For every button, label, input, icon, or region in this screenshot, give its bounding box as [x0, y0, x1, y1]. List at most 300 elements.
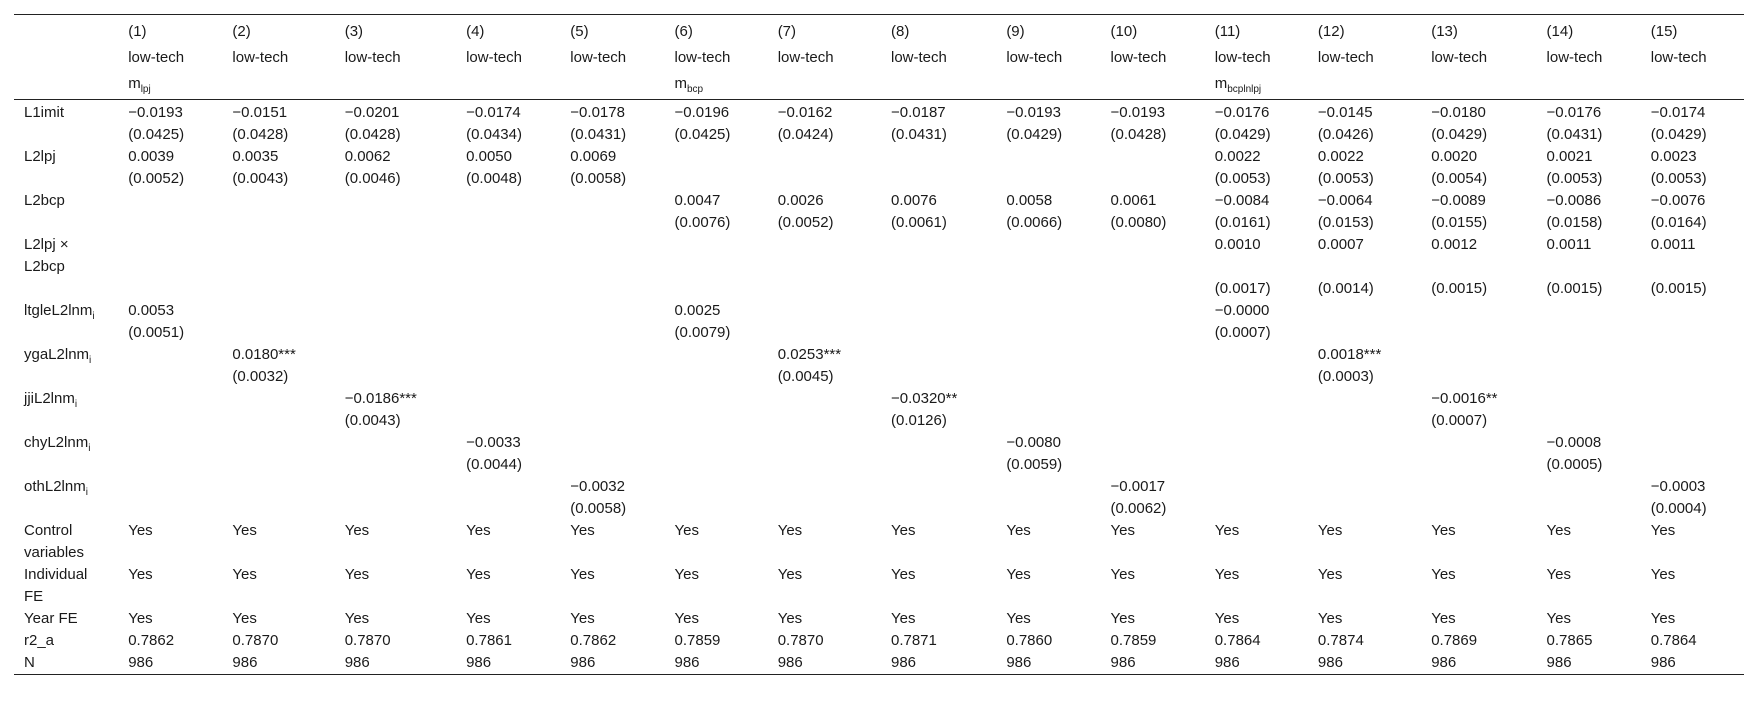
standard-error-cell: (0.0032) [232, 367, 289, 385]
column-number: (9) [996, 15, 1100, 44]
standard-error-cell: (0.0431) [890, 125, 947, 143]
standard-error-cell: (0.0161) [1214, 213, 1271, 231]
standard-error-cell [996, 278, 1100, 300]
footer-cell: 0.7862 [570, 631, 617, 649]
footer-cell: Yes [344, 521, 370, 539]
standard-error-cell [118, 454, 222, 476]
coefficient-cell [768, 300, 881, 322]
standard-error-cell [768, 168, 881, 190]
row-label [14, 388, 118, 410]
coefficient-cell: 0.0058 [1006, 191, 1053, 209]
coefficient-cell [1537, 300, 1641, 322]
sample-label: low-tech [1431, 49, 1488, 66]
coefficient-cell [222, 476, 334, 498]
standard-error-cell: (0.0158) [1546, 213, 1603, 231]
footer-cell: Yes [674, 565, 699, 583]
standard-error-cell: (0.0424) [777, 125, 834, 143]
standard-error-cell [118, 212, 222, 234]
standard-error-cell [560, 366, 664, 388]
standard-error-cell: (0.0043) [232, 169, 289, 187]
coefficient-cell: −0.0064 [1317, 191, 1373, 209]
coefficient-cell: −0.0084 [1214, 191, 1270, 209]
coefficient-cell [665, 476, 768, 498]
footer-cell: 0.7869 [1431, 631, 1478, 649]
coefficient-cell [222, 234, 334, 278]
standard-error-cell [665, 498, 768, 520]
coefficient-cell [335, 300, 456, 322]
footer-cell: 986 [560, 652, 664, 675]
row-label [14, 344, 118, 366]
row-label-empty [14, 322, 118, 344]
standard-error-cell: (0.0048) [466, 169, 522, 187]
row-label-empty [14, 366, 118, 388]
sample-label: low-tech [570, 49, 627, 66]
footer-cell: Yes [1317, 565, 1343, 583]
coefficient-row-oth [14, 476, 1744, 498]
standard-error-cell: (0.0431) [570, 125, 627, 143]
coefficient-cell [768, 146, 881, 168]
coefficient-cell [560, 190, 664, 212]
standard-error-cell [996, 498, 1100, 520]
standard-error-cell [456, 212, 560, 234]
standard-error-cell [1205, 366, 1308, 388]
standard-error-cell [222, 498, 334, 520]
sample-label: low-tech [777, 49, 834, 66]
standard-error-cell [665, 366, 768, 388]
standard-error-cell: (0.0015) [1431, 279, 1488, 297]
standard-error-cell: (0.0429) [1006, 125, 1063, 143]
coefficient-cell [1641, 432, 1744, 454]
standard-error-cell [996, 366, 1100, 388]
coefficient-cell: −0.0193 [1006, 103, 1061, 121]
footer-cell: 986 [335, 652, 456, 675]
footer-cell: 0.7859 [674, 631, 721, 649]
standard-error-cell [456, 498, 560, 520]
standard-error-row-ltgle [14, 322, 1744, 344]
coefficient-cell [1308, 476, 1421, 498]
standard-error-cell: (0.0426) [1317, 125, 1374, 143]
coefficient-cell [456, 300, 560, 322]
standard-error-cell [881, 454, 996, 476]
footer-cell: 986 [1205, 652, 1308, 675]
standard-error-cell: (0.0153) [1317, 213, 1374, 231]
coefficient-cell [996, 146, 1100, 168]
standard-error-row-jji [14, 410, 1744, 432]
standard-error-cell [881, 498, 996, 520]
standard-error-cell: (0.0052) [777, 213, 834, 231]
coefficient-cell: 0.0039 [128, 147, 175, 165]
standard-error-cell [881, 168, 996, 190]
header-dependent-variable [14, 71, 1744, 99]
footer-cell: Yes [1317, 609, 1343, 627]
coefficient-cell: 0.0069 [570, 147, 617, 165]
footer-cell: Yes [128, 565, 153, 583]
standard-error-cell: (0.0431) [1546, 125, 1603, 143]
footer-cell: Yes [1110, 565, 1135, 583]
footer-cell: 986 [1641, 652, 1744, 675]
coefficient-cell: 0.0062 [344, 147, 391, 165]
standard-error-cell [665, 454, 768, 476]
row-label-empty [14, 124, 118, 146]
coefficient-cell [118, 190, 222, 212]
footer-cell: Yes [1546, 521, 1572, 539]
coefficient-cell: −0.0076 [1650, 191, 1706, 209]
standard-error-cell [996, 168, 1100, 190]
coefficient-cell [456, 190, 560, 212]
row-label-line: L2bcp [24, 257, 65, 275]
coefficient-cell: −0.0000 [1214, 301, 1270, 319]
footer-cell: Yes [344, 565, 370, 583]
sample-label: low-tech [1546, 49, 1603, 66]
coefficient-cell: −0.0003 [1650, 477, 1706, 495]
coefficient-cell: 0.0061 [1110, 191, 1157, 209]
standard-error-cell [1308, 322, 1421, 344]
standard-error-cell: (0.0053) [1650, 169, 1707, 187]
standard-error-cell: (0.0054) [1431, 169, 1488, 187]
standard-error-cell: (0.0003) [1317, 367, 1374, 385]
coefficient-cell: −0.0193 [1110, 103, 1166, 121]
sample-label: low-tech [232, 49, 289, 66]
spacer-cell [14, 0, 1744, 15]
row-label: L2lpj [24, 147, 56, 165]
standard-error-cell: (0.0015) [1546, 279, 1603, 297]
standard-error-cell: (0.0053) [1546, 169, 1603, 187]
coefficient-cell [1205, 344, 1308, 366]
coefficient-cell [1537, 476, 1641, 498]
dependent-variable [1101, 71, 1205, 99]
standard-error-cell [456, 366, 560, 388]
coefficient-cell [996, 388, 1100, 410]
row-label-empty [14, 278, 118, 300]
coefficient-cell: 0.0021 [1546, 147, 1593, 165]
standard-error-cell: (0.0062) [1110, 499, 1167, 517]
footer-cell: Yes [1546, 609, 1572, 627]
standard-error-cell [1101, 322, 1205, 344]
coefficient-cell [1537, 388, 1641, 410]
standard-error-row-chy [14, 454, 1744, 476]
coefficient-cell [560, 300, 664, 322]
standard-error-cell: (0.0058) [570, 499, 627, 517]
coefficient-cell [996, 300, 1100, 322]
coefficient-cell [118, 432, 222, 454]
standard-error-cell [1537, 366, 1641, 388]
coefficient-cell [560, 344, 664, 366]
sample-label: low-tech [1006, 49, 1063, 66]
footer-cell: Yes [232, 565, 257, 583]
footer-cell: 0.7871 [890, 631, 937, 649]
dependent-variable [1308, 71, 1421, 99]
footer-cell: 986 [768, 652, 881, 675]
standard-error-cell [1421, 498, 1536, 520]
standard-error-cell [560, 212, 664, 234]
standard-error-cell [768, 454, 881, 476]
coefficient-cell: 0.0018*** [1317, 345, 1382, 363]
coefficient-row-inter [14, 234, 1744, 278]
coefficient-cell: −0.0196 [674, 103, 730, 121]
standard-error-cell: (0.0007) [1214, 323, 1271, 341]
coefficient-cell [1421, 344, 1536, 366]
footer-cell: 0.7864 [1214, 631, 1261, 649]
standard-error-cell: (0.0428) [1110, 125, 1167, 143]
coefficient-cell [1641, 388, 1744, 410]
column-number: (4) [456, 15, 560, 44]
coefficient-cell [560, 388, 664, 410]
standard-error-cell [456, 410, 560, 432]
coefficient-cell [335, 476, 456, 498]
coefficient-cell [1641, 344, 1744, 366]
standard-error-cell [1421, 322, 1536, 344]
standard-error-cell: (0.0044) [466, 455, 522, 473]
row-label-empty [14, 454, 118, 476]
coefficient-cell: −0.0178 [570, 103, 625, 121]
standard-error-cell [335, 498, 456, 520]
footer-cell: 0.7861 [466, 631, 512, 649]
row-label: r2_a [24, 631, 55, 649]
dependent-variable-subscript: bcplnlpj [1227, 84, 1262, 95]
standard-error-cell: (0.0429) [1431, 125, 1488, 143]
coefficient-cell [881, 300, 996, 322]
row-label: Control variables [24, 521, 85, 561]
row-label [14, 300, 118, 322]
standard-error-row-l2lpj [14, 168, 1744, 190]
coefficient-cell [881, 234, 996, 278]
coefficient-cell [1537, 344, 1641, 366]
sample-label: low-tech [1214, 49, 1271, 66]
coefficient-cell: −0.0187 [890, 103, 946, 121]
dependent-variable-base: m [128, 75, 141, 92]
coefficient-cell [1308, 388, 1421, 410]
standard-error-cell [1641, 410, 1744, 432]
coefficient-cell: 0.0022 [1317, 147, 1364, 165]
coefficient-cell [1421, 432, 1536, 454]
standard-error-cell: (0.0066) [1006, 213, 1063, 231]
standard-error-cell: (0.0014) [1317, 279, 1374, 297]
standard-error-row-l2bcp [14, 212, 1744, 234]
coefficient-row-l2bcp [14, 190, 1744, 212]
standard-error-cell [560, 278, 664, 300]
standard-error-cell: (0.0429) [1214, 125, 1271, 143]
row-label-empty [14, 168, 118, 190]
row-label-subscript: i [89, 354, 92, 366]
standard-error-cell: (0.0425) [128, 125, 185, 143]
footer-cell: Yes [570, 609, 595, 627]
standard-error-cell [665, 168, 768, 190]
column-number: (7) [768, 15, 881, 44]
footer-cell: Yes [1214, 565, 1240, 583]
coefficient-cell [1101, 388, 1205, 410]
footer-cell: Yes [777, 521, 803, 539]
footer-row-yearfe [14, 608, 1744, 630]
standard-error-cell [1641, 366, 1744, 388]
standard-error-cell: (0.0004) [1650, 499, 1707, 517]
standard-error-cell [1537, 498, 1641, 520]
row-label-base: jjiL2lnm [24, 389, 75, 407]
dependent-variable-base: m [674, 75, 687, 92]
column-number: (6) [665, 15, 768, 44]
standard-error-cell [1205, 454, 1308, 476]
standard-error-cell [560, 454, 664, 476]
standard-error-cell [881, 366, 996, 388]
footer-cell: 986 [1421, 652, 1536, 675]
coefficient-cell: −0.0180 [1431, 103, 1486, 121]
coefficient-cell [1641, 300, 1744, 322]
dependent-variable [1205, 71, 1308, 99]
coefficient-cell [1101, 146, 1205, 168]
coefficient-cell: 0.0180*** [232, 345, 296, 363]
standard-error-cell: (0.0080) [1110, 213, 1167, 231]
standard-error-cell: (0.0164) [1650, 213, 1707, 231]
standard-error-cell [1101, 366, 1205, 388]
footer-cell: Yes [466, 565, 491, 583]
dependent-variable [1537, 71, 1641, 99]
standard-error-cell: (0.0076) [674, 213, 731, 231]
row-label-empty [14, 498, 118, 520]
standard-error-cell: (0.0428) [344, 125, 401, 143]
coefficient-cell [1101, 344, 1205, 366]
standard-error-cell: (0.0052) [128, 169, 185, 187]
standard-error-cell [881, 322, 996, 344]
standard-error-cell [222, 212, 334, 234]
coefficient-cell: −0.0033 [466, 433, 521, 451]
coefficient-cell: −0.0151 [232, 103, 288, 121]
coefficient-cell: −0.0201 [344, 103, 400, 121]
footer-row-n [14, 652, 1744, 675]
standard-error-cell [560, 322, 664, 344]
coefficient-cell [222, 432, 334, 454]
standard-error-cell [881, 278, 996, 300]
coefficient-cell: 0.0007 [1317, 235, 1364, 253]
standard-error-cell: (0.0058) [570, 169, 627, 187]
footer-cell: Yes [674, 609, 699, 627]
coefficient-cell: 0.0011 [1546, 235, 1592, 253]
coefficient-cell [1101, 234, 1205, 278]
dependent-variable [665, 71, 768, 99]
row-label [14, 476, 118, 498]
standard-error-cell: (0.0434) [466, 125, 522, 143]
standard-error-cell [1308, 454, 1421, 476]
column-number: (11) [1205, 15, 1308, 44]
sample-label: low-tech [890, 49, 947, 66]
standard-error-cell: (0.0079) [674, 323, 731, 341]
column-number: (12) [1308, 15, 1421, 44]
coefficient-row-ltgle [14, 300, 1744, 322]
sample-label: low-tech [466, 49, 522, 66]
footer-cell: 986 [1308, 652, 1421, 675]
standard-error-cell [1101, 168, 1205, 190]
coefficient-cell [456, 234, 560, 278]
dependent-variable [768, 71, 881, 99]
coefficient-row-l2lpj [14, 146, 1744, 168]
row-label-subscript: i [74, 398, 78, 410]
standard-error-cell [1421, 366, 1536, 388]
footer-cell: Yes [1546, 565, 1572, 583]
standard-error-cell [665, 278, 768, 300]
coefficient-cell: −0.0008 [1546, 433, 1602, 451]
regression-table [14, 0, 1744, 675]
coefficient-cell: −0.0176 [1214, 103, 1270, 121]
dependent-variable [1421, 71, 1536, 99]
coefficient-cell: −0.0320** [890, 389, 958, 407]
standard-error-cell: (0.0046) [344, 169, 401, 187]
footer-cell: 986 [1537, 652, 1641, 675]
footer-cell: 986 [1101, 652, 1205, 675]
coefficient-cell [1101, 432, 1205, 454]
standard-error-row-oth [14, 498, 1744, 520]
row-label-empty [14, 410, 118, 432]
top-spacer [14, 0, 1744, 15]
row-label: N [14, 652, 118, 675]
coefficient-cell: 0.0012 [1431, 235, 1478, 253]
standard-error-cell: (0.0007) [1431, 411, 1488, 429]
regression-table-page [14, 0, 1744, 724]
footer-cell: Yes [1650, 609, 1676, 627]
standard-error-cell [335, 278, 456, 300]
footer-cell: Yes [777, 565, 803, 583]
column-number: (13) [1421, 15, 1536, 44]
column-number: (2) [222, 15, 334, 44]
standard-error-cell [1101, 278, 1205, 300]
coefficient-cell: 0.0026 [777, 191, 824, 209]
coefficient-row-chy [14, 432, 1744, 454]
standard-error-cell [335, 454, 456, 476]
footer-cell: Yes [1431, 521, 1456, 539]
standard-error-cell: (0.0061) [890, 213, 947, 231]
footer-cell: Yes [1214, 521, 1240, 539]
dependent-variable [881, 71, 996, 99]
standard-error-cell [118, 366, 222, 388]
standard-error-cell: (0.0126) [890, 411, 947, 429]
coefficient-cell: 0.0076 [890, 191, 937, 209]
standard-error-cell [456, 322, 560, 344]
standard-error-cell [335, 212, 456, 234]
standard-error-cell [768, 498, 881, 520]
footer-cell: Yes [1317, 521, 1343, 539]
row-label-base: ygaL2lnm [24, 345, 90, 363]
column-number: (14) [1537, 15, 1641, 44]
standard-error-cell [335, 366, 456, 388]
standard-error-cell: (0.0051) [128, 323, 185, 341]
standard-error-cell [768, 278, 881, 300]
standard-error-cell: (0.0017) [1214, 279, 1271, 297]
dependent-variable-subscript: lpj [140, 84, 151, 95]
row-label: L1imit [24, 103, 65, 121]
standard-error-cell [118, 498, 222, 520]
footer-cell: Yes [777, 609, 803, 627]
footer-cell: 0.7859 [1110, 631, 1157, 649]
standard-error-cell [222, 410, 334, 432]
standard-error-cell: (0.0053) [1317, 169, 1374, 187]
coefficient-cell: 0.0022 [1214, 147, 1261, 165]
sample-label: low-tech [1317, 49, 1374, 66]
footer-cell: 986 [118, 652, 222, 675]
coefficient-cell [996, 234, 1100, 278]
row-label [14, 71, 118, 99]
row-label [14, 432, 118, 454]
row-label: Year FE [24, 609, 78, 627]
coefficient-cell [1421, 300, 1536, 322]
standard-error-row-inter [14, 278, 1744, 300]
column-number: (15) [1641, 15, 1744, 44]
column-number: (5) [560, 15, 664, 44]
column-number: (10) [1101, 15, 1205, 44]
footer-cell: Yes [1431, 565, 1456, 583]
sample-label: low-tech [1650, 49, 1707, 66]
coefficient-cell [118, 344, 222, 366]
column-number: (1) [118, 15, 222, 44]
coefficient-cell [560, 432, 664, 454]
coefficient-cell: −0.0186*** [344, 389, 417, 407]
coefficient-cell [335, 190, 456, 212]
